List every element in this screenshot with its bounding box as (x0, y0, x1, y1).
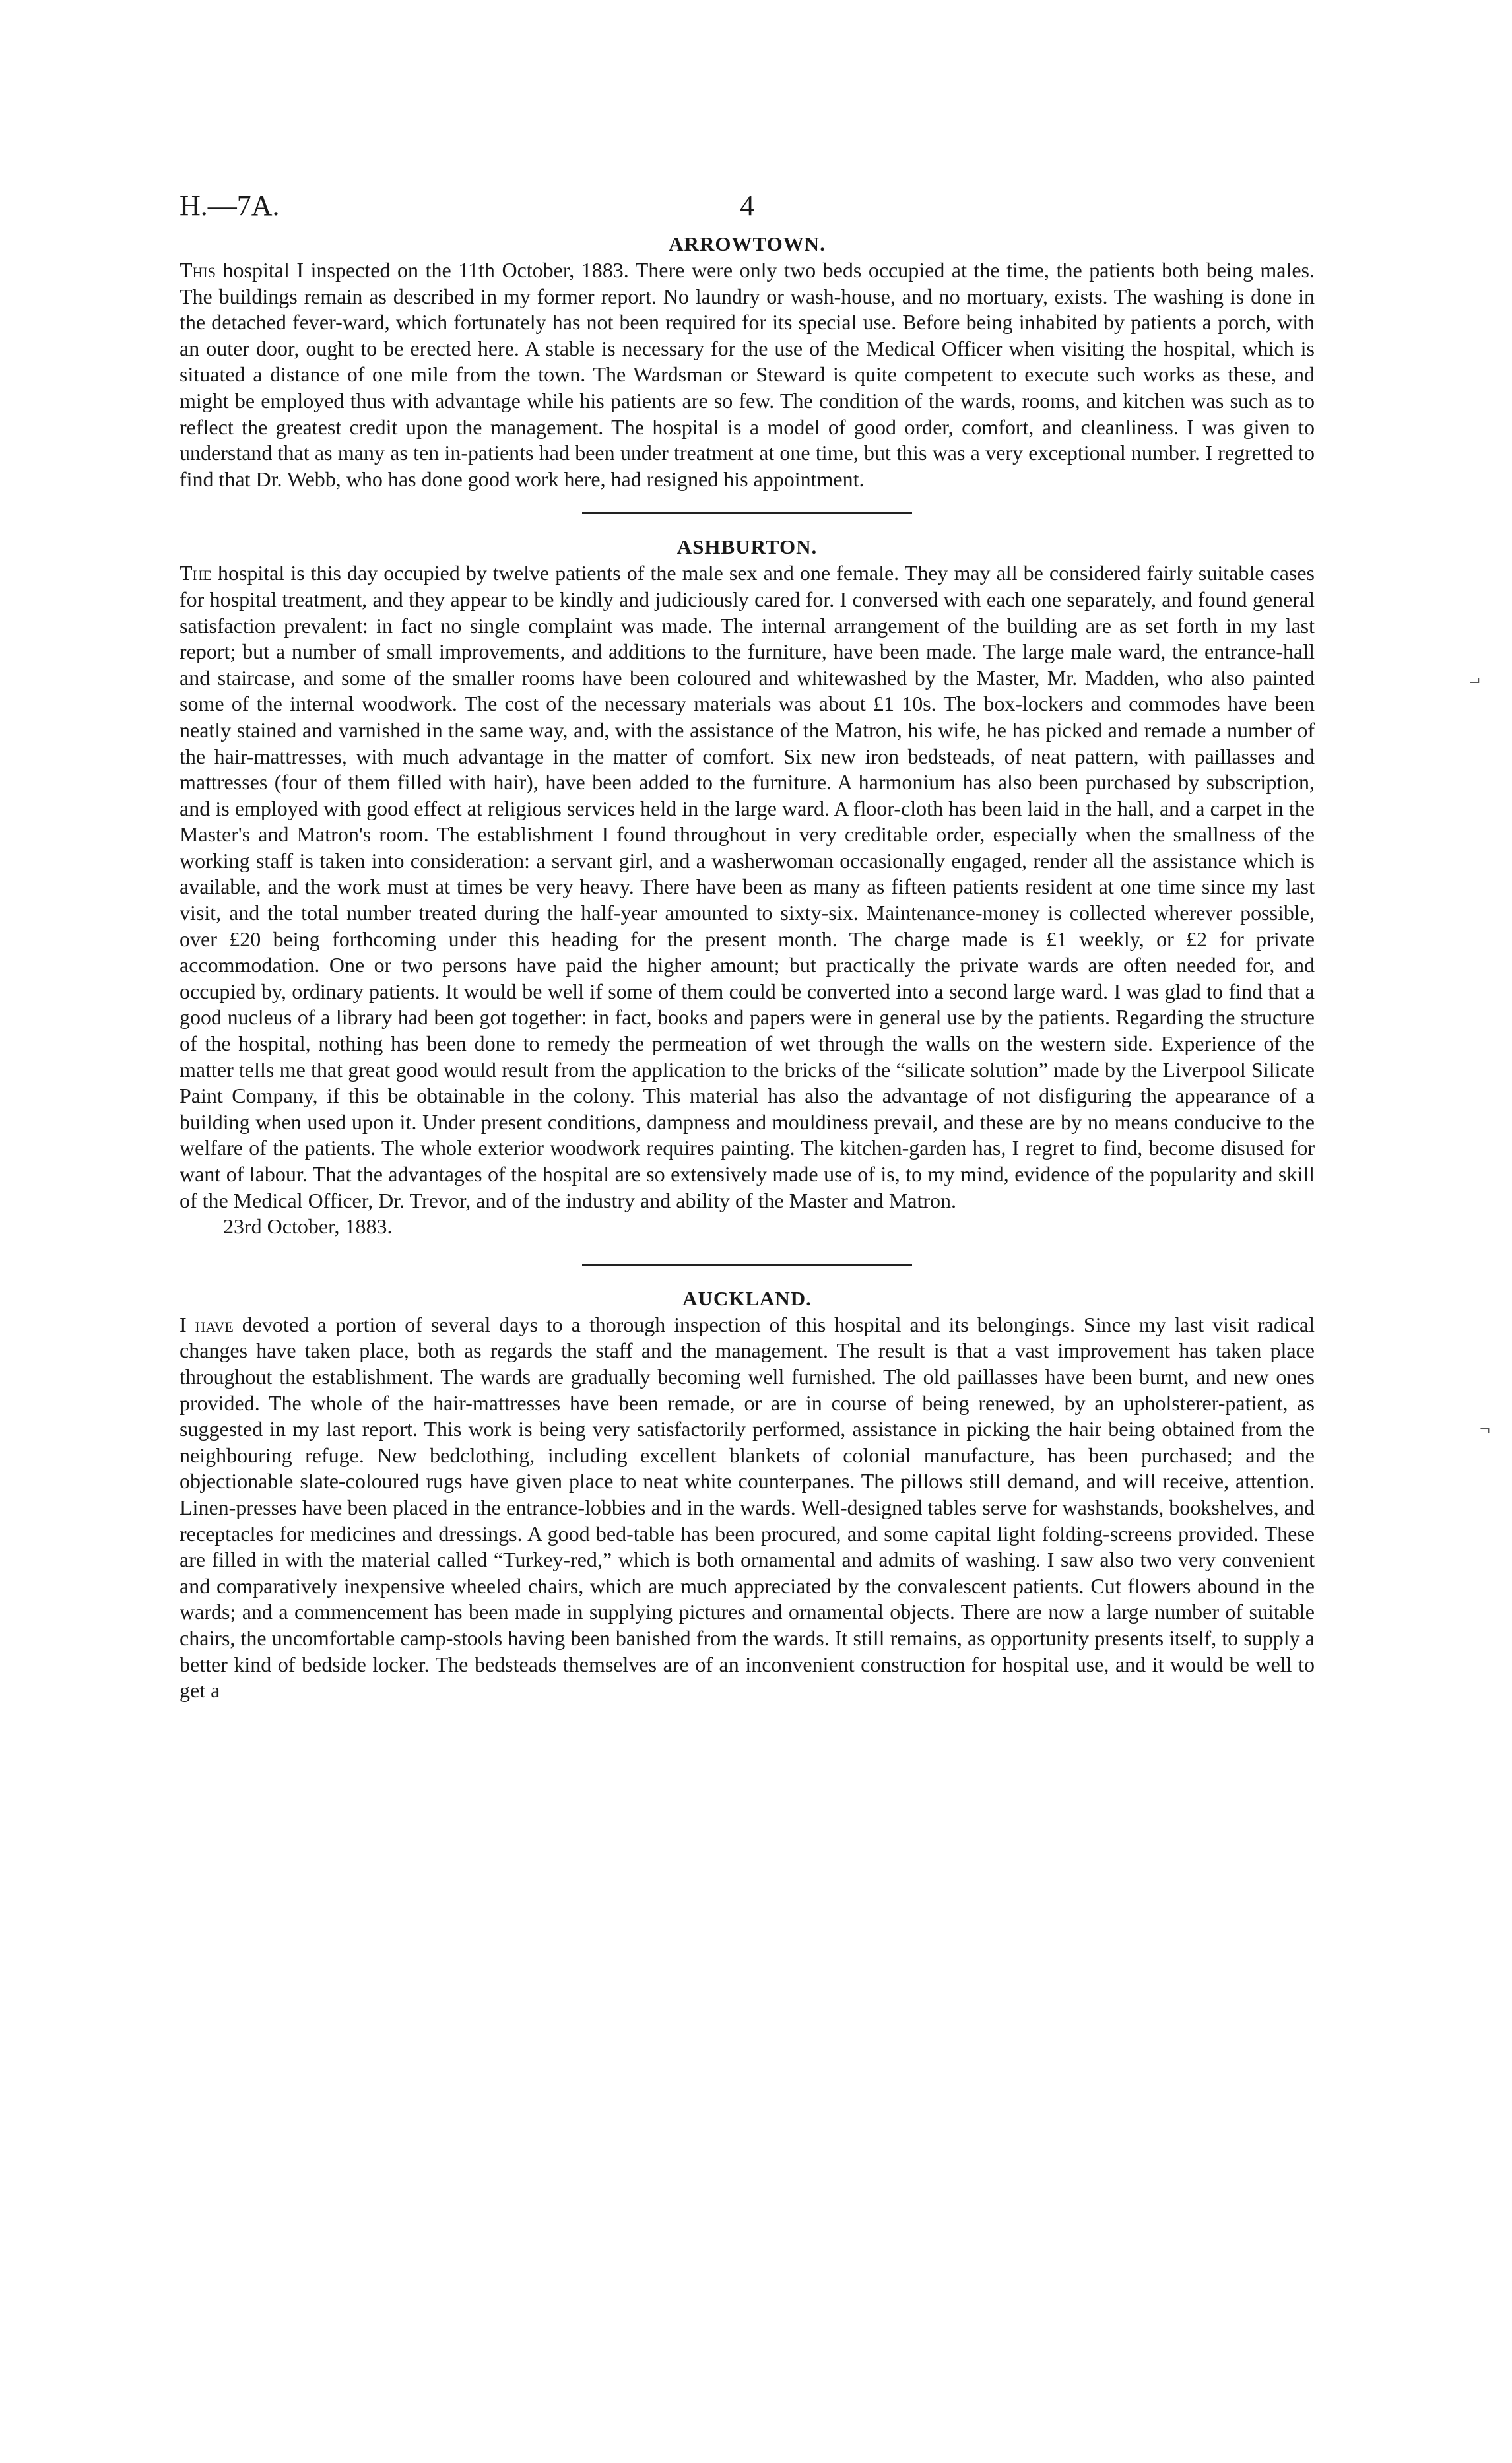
section-title-ashburton: ASHBURTON. (676, 535, 818, 559)
section-divider (582, 512, 912, 514)
section-title-auckland: AUCKLAND. (682, 1286, 812, 1310)
lead-word: This (180, 258, 216, 282)
document-page (180, 185, 1315, 1704)
document-reference: H.—7A. (180, 189, 280, 222)
paragraph-text: hospital is this day occupied by twelve patients of the male sex and one female. They may all be considered fairly suitable cases for hospital treatment, and they appear to be kindly and judiciously cared for. I conversed with each one separately, and found general satisfaction prevalent: in fact no single complaint was made. The internal arrangement of the building are as set forth in my last report; but a number of small improvements, and additions to the furniture, have been made. The large male ward, the entrance-hall and staircase, and some of the smaller rooms have been coloured and whitewashed by the Master, Mr. Madden, who also painted some of the internal woodwork. The cost of the necessary materials was about £1 10s. The box-lockers and commodes have been neatly stained and varnished in the same way, and, with the assistance of the Matron, his wife, he has picked and remade a number of the hair-mattresses, with much advantage in the matter of comfort. Six new iron bedsteads, of neat pattern, with paillasses and mattresses (four of them filled with hair), have been added to the furniture. A harmonium has also been purchased by subscription, and is employed with good effect at religious services held in the large ward. A floor-cloth has been laid in the hall, and a carpet in the Master's and Matron's room. The establishment I found throughout in very creditable order, especially when the smallness of the working staff is taken into consideration: a servant girl, and a washerwoman occasionally engaged, render all the assistance which is available, and the work must at times be very heavy. There have been as many as fifteen patients resident at one time since my last visit, and the total number treated during the half-year amounted to sixty-six. Maintenance-money is collected wherever possible, over £20 being forthcoming under this heading for the present month. The charge made is £1 weekly, or £2 for private accommodation. One or two persons have paid the higher amount; but practically the private wards are often needed for, and occupied by, ordinary patients. It would be well if some of them could be converted into a second large ward. I was glad to find that a good nucleus of a library had been got together: in fact, books and papers were in general use by the patients. Regarding the structure of the hospital, nothing has been done to remedy the permeation of wet through the walls on the western side. Experience of the matter tells me that great good would result from the application to the bricks of the “silicate solution” made by the Liverpool Silicate Paint Company, if this be obtainable in the colony. This material has also the advantage of not disfiguring the appearance of a building when used upon it. Under present conditions, dampness and mouldiness prevail, and these are by no means conducive to the welfare of the patients. The whole exterior woodwork requires painting. The kitchen-garden has, I regret to find, become disused for want of labour. That the advantages of the hospital are so extensively made use of is, to my mind, evidence of the popularity and skill of the Medical Officer, Dr. Trevor, and of the industry and ability of the Master and Matron. (180, 561, 1315, 1212)
page-header (180, 185, 1315, 227)
paragraph-text: hospital I inspected on the 11th October, 1883. There were only two beds occupied at the time, the patients both being males. The buildings remain as described in my former report. No laundry or wash-house, and no mortuary, exists. The washing is done in the detached fever-ward, which fortunately has not been required for its special use. Before being inhabited by patients a porch, with an outer door, ought to be erected here. A stable is necessary for the use of the Medical Officer when visiting the hospital, which is situated a distance of one mile from the town. The Wardsman or Steward is quite competent to execute such works as these, and might be employed thus with advantage while his patients are so few. The condition of the wards, rooms, and kitchen was such as to reflect the greatest credit upon the management. The hospital is a model of good order, comfort, and cleanliness. I was given to understand that as many as ten in-patients had been under treatment at one time, but this was a very exceptional number. I regretted to find that Dr. Webb, who has done good work here, had resigned his appointment. (180, 258, 1315, 491)
section-body-arrowtown (180, 257, 1315, 492)
section-body-auckland (180, 1312, 1315, 1704)
section-title-arrowtown: ARROWTOWN. (669, 232, 826, 255)
section-body-ashburton (180, 560, 1315, 1214)
lead-word: The (180, 561, 212, 585)
page-number: 4 (740, 189, 754, 222)
report-date: 23rd October, 1883. (223, 1214, 393, 1239)
lead-word: I have (180, 1312, 234, 1336)
margin-mark: ⨼ (1469, 668, 1480, 688)
margin-mark: ¬ (1480, 1419, 1490, 1439)
paragraph-text: devoted a portion of several days to a thorough inspection of this hospital and its belongings. Since my last visit radical changes have taken place, both as regards the staff and the management. The result is that a vast improvement has taken place throughout the establishment. The wards are gradually becoming well furnished. The old paillasses have been burnt, and new ones provided. The whole of the hair-mattresses have been remade, or are in course of being renewed, by an upholsterer-patient, as suggested in my last report. This work is being very satisfactorily performed, assistance in picking the hair being obtained from the neighbouring refuge. New bedclothing, including excellent blankets of colonial manufacture, has been purchased; and the objectionable slate-coloured rugs have given place to neat white counterpanes. The pillows still demand, and will receive, attention. Linen-presses have been placed in the entrance-lobbies and in the wards. Well-designed tables serve for washstands, bookshelves, and receptacles for medicines and dressings. A good bed-table has been procured, and some capital light folding-screens provided. These are filled in with the material called “Turkey-red,” which is both ornamental and admits of washing. I saw also two very convenient and comparatively inexpensive wheeled chairs, which are much appreciated by the convalescent patients. Cut flowers abound in the wards; and a commencement has been made in supplying pictures and ornamental objects. There are now a large number of suitable chairs, the uncomfortable camp-stools having been banished from the wards. It still remains, as opportunity presents itself, to supply a better kind of bedside locker. The bedsteads themselves are of an inconvenient construction for hospital use, and it would be well to get a (180, 1312, 1315, 1703)
section-divider (582, 1264, 912, 1266)
